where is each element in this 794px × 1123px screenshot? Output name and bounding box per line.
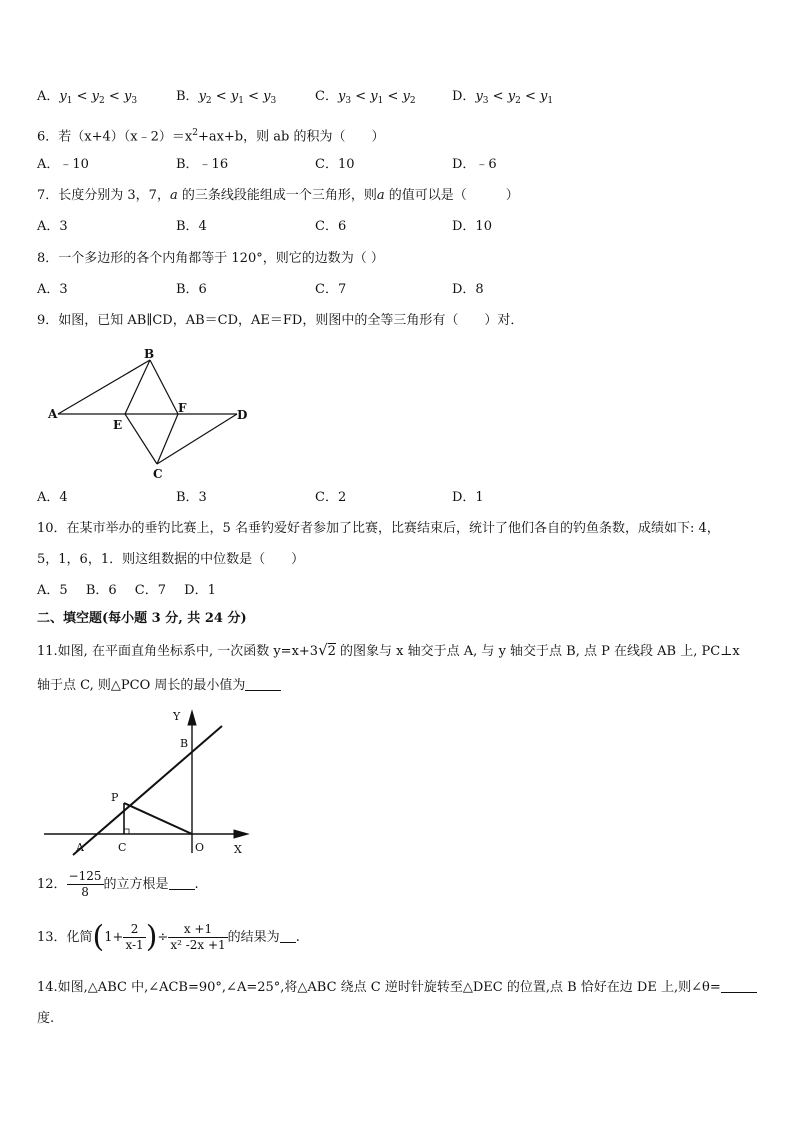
q11-label-b: B bbox=[180, 737, 189, 750]
q11-stem-line1: 11.如图, 在平面直角坐标系中, 一次函数 y=x+3√2 的图象与 x 轴交于点 A, 与 y 轴交于点 B, 点 P 在线段 AB 上, PC⊥x bbox=[37, 641, 740, 659]
q9-label-b: B bbox=[144, 347, 155, 361]
q8-option-a: A．3 bbox=[37, 282, 68, 297]
q10-option-c: C．7 bbox=[134, 583, 166, 598]
q12-fraction: $\frac{-125}{8}$ bbox=[68, 869, 102, 899]
q8-option-b: B．6 bbox=[176, 282, 207, 297]
q6-option-d: D．﹣6 bbox=[452, 157, 497, 172]
q6-options bbox=[37, 156, 757, 174]
q6-option-a: A．﹣10 bbox=[37, 157, 89, 172]
q9-option-d: D．1 bbox=[452, 490, 484, 505]
q11-segment-po bbox=[124, 803, 192, 834]
q14-stem-line2: 度. bbox=[37, 1011, 55, 1026]
q7-option-c: C．6 bbox=[315, 219, 347, 234]
q11-line-ab bbox=[73, 726, 222, 855]
section-2-title: 二、填空题(每小题 3 分, 共 24 分) bbox=[37, 611, 247, 626]
q14-stem-line1: 14.如图,△ABC 中,∠ACB=90°,∠A=25°,将△ABC 绕点 C 逆时针旋转至△DEC 的位置,点 B 恰好在边 DE 上,则∠θ= bbox=[37, 979, 757, 997]
q11-label-o: O bbox=[195, 841, 205, 854]
q6-stem: 6．若$(x+4)(x﹣2)=x^2+ax+b$，则 ab 的积为（ ） bbox=[37, 128, 385, 145]
q11-label-p: P bbox=[111, 791, 119, 804]
q5-option-c: C．$y_3 < y_1 < y_2$ bbox=[315, 89, 416, 106]
q7-options bbox=[37, 218, 757, 236]
q11-x-arrow bbox=[234, 830, 248, 838]
q5-option-d: D．$y_3 < y_2 < y_1$ bbox=[452, 89, 554, 106]
q9-option-b: B．3 bbox=[176, 490, 207, 505]
q10-option-a: A．5 bbox=[37, 583, 68, 598]
q9-segment-ec bbox=[125, 414, 157, 464]
q11-y-arrow bbox=[188, 711, 196, 725]
q11-label-c: C bbox=[118, 841, 127, 854]
q8-option-d: D．8 bbox=[452, 282, 484, 297]
q5-option-a: A．$y_1 < y_2 < y_3$ bbox=[37, 89, 138, 106]
q13: 13．化简(1+ $\frac{2}{x-1}$ )÷ $\frac{x +1}{\text{x² -2x +1}}$ 的结果为 . bbox=[37, 919, 300, 955]
q11-label-y: Y bbox=[173, 710, 181, 723]
q10-option-b: B．6 bbox=[85, 583, 117, 598]
q9-label-a: A bbox=[48, 407, 58, 421]
q11-figure bbox=[38, 705, 258, 860]
q9-label-f: F bbox=[178, 401, 187, 415]
q9-label-e: E bbox=[113, 418, 123, 432]
q13-answer-blank bbox=[280, 929, 296, 943]
q8-options bbox=[37, 281, 757, 299]
q9-label-d: D bbox=[237, 408, 248, 422]
q7-option-b: B．4 bbox=[176, 219, 207, 234]
q6-option-c: C．10 bbox=[315, 157, 355, 172]
q9-figure bbox=[40, 340, 270, 480]
q9-segment-bf bbox=[150, 360, 178, 414]
q6-option-b: B．﹣16 bbox=[176, 157, 229, 172]
q12-answer-blank bbox=[169, 876, 195, 890]
q14-answer-blank bbox=[721, 979, 757, 993]
q12: 12． $\frac{-125}{8}$ 的立方根是 . bbox=[37, 869, 199, 899]
q9-label-c: C bbox=[153, 467, 163, 480]
q13-fraction-1: $\frac{2}{x-1}$ bbox=[125, 922, 144, 952]
q8-option-c: C．7 bbox=[315, 282, 347, 297]
q11-stem-line2: 轴于点 C, 则△PCO 周长的最小值为 bbox=[37, 677, 281, 695]
q7-stem: 7．长度分别为 3，7，a 的三条线段能组成一个三角形，则a 的值可以是（ ） bbox=[37, 188, 519, 203]
q7-option-d: D．10 bbox=[452, 219, 492, 234]
q11-answer-blank bbox=[245, 677, 281, 691]
q9-option-c: C．2 bbox=[315, 490, 347, 505]
q11-label-x: X bbox=[234, 843, 242, 856]
q8-stem: 8．一个多边形的各个内角都等于 120°，则它的边数为（ ） bbox=[37, 251, 384, 266]
q9-segment-ab bbox=[58, 360, 150, 414]
q9-segment-fc bbox=[157, 414, 178, 464]
q9-options bbox=[37, 489, 757, 507]
q9-segment-be bbox=[125, 360, 150, 414]
q9-option-a: A．4 bbox=[37, 490, 68, 505]
q10-stem-line2: 5，1，6，1．则这组数据的中位数是（ ） bbox=[37, 552, 305, 567]
q10-stem-line1: 10．在某市举办的垂钓比赛上，5 名垂钓爱好者参加了比赛，比赛结束后，统计了他们各自的钓鱼条数，成绩如下: 4， bbox=[37, 521, 720, 536]
q11-label-a: A bbox=[76, 841, 84, 854]
q10-option-d: D．1 bbox=[184, 583, 216, 598]
q7-option-a: A．3 bbox=[37, 219, 68, 234]
q13-fraction-2: $\frac{x +1}{\text{x² -2x +1}}$ bbox=[170, 922, 226, 952]
q9-segment-cd bbox=[157, 414, 237, 464]
q5-option-b: B．$y_2 < y_1 < y_3$ bbox=[176, 89, 277, 106]
q5-options bbox=[37, 88, 757, 106]
q9-stem: 9．如图，已知 AB∥CD，AB＝CD，AE＝FD，则图中的全等三角形有（ ）对． bbox=[37, 313, 524, 328]
q10-options bbox=[37, 582, 216, 600]
